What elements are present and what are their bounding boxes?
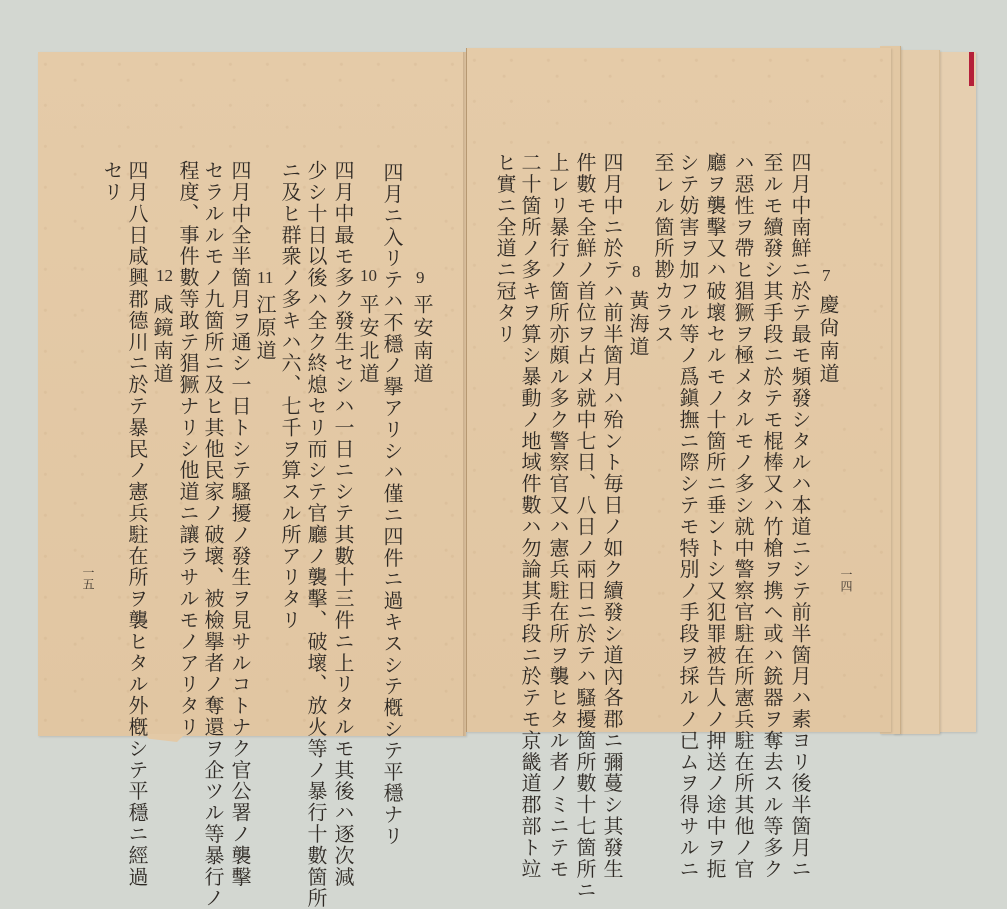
text-line: ニ及ヒ群衆ノ多キハ六、七千ヲ算スル所アリタリ [278, 160, 302, 631]
text-line: 四月中全半箇月ヲ通シ一日トシテ騷擾ノ發生ヲ見サルコトナク官公署ノ襲擊 [228, 160, 252, 888]
section-title: 慶尙南道 [816, 294, 840, 386]
text-line: 至レル箇所尠カラス [651, 152, 675, 345]
text-line: 少シ十日以後ハ全ク終熄セリ而シテ官廳ノ襲擊、破壞、放火等ノ暴行十數箇所 [304, 160, 328, 909]
section-title: 黃海道 [626, 290, 650, 359]
text-line: ハ惡性ヲ帶ヒ猖獗ヲ極メタルモノ多シ就中警察官駐在所憲兵駐在所其他ノ官 [731, 152, 755, 880]
text-line: 二十箇所ノ多キヲ算シ暴動ノ地域件數ハ勿論其手段ニ於テモ京畿道郡部ト竝 [518, 152, 542, 880]
section-title: 咸鏡南道 [150, 294, 174, 386]
page-number: 一四 [839, 568, 853, 592]
text-line: 四月中ニ於テハ前半箇月ハ殆ント毎日ノ如ク續發シ道內各郡ニ彌蔓シ其發生 [600, 152, 624, 880]
text-line: 至ルモ續發シ其手段ニ於テモ棍棒又ハ竹槍ヲ携ヘ或ハ銃器ヲ奪去スル等多ク [760, 152, 784, 880]
text-line: シテ妨害ヲ加フル等ノ爲鎭撫ニ際シテモ特別ノ手段ヲ採ルノ已ムヲ得サルニ [676, 152, 700, 880]
book-gutter [463, 52, 467, 736]
section-number: 11 [257, 268, 274, 287]
section-title: 平安南道 [410, 294, 434, 386]
text-line: セラルルモノ九箇所ニ及ヒ其他民家ノ破壞、被檢擧者ノ奪還ヲ企ツル等暴行ノ [201, 160, 225, 909]
page-number: 一五 [81, 566, 95, 590]
text-line: セリ [100, 160, 124, 203]
text-line: 四月中南鮮ニ於テ最モ頻發シタルハ本道ニシテ前半箇月ハ素ヨリ後半箇月ニ [788, 152, 812, 880]
text-line: 程度、事件數等敢テ猖獗ナリシ他道ニ讓ラサルモノアリタリ [176, 160, 200, 738]
text-line: 廳ヲ襲擊又ハ破壞セルモノ十箇所ニ垂ントシ又犯罪被告人ノ押送ノ途中ヲ扼 [703, 152, 727, 880]
text-line: 上レリ暴行ノ箇所亦頗ル多ク警察官又ハ憲兵駐在所ヲ襲ヒタル者ノミニテモ [546, 152, 570, 880]
text-line: ヒ實ニ全道ニ冠タリ [493, 152, 517, 345]
text-line: 件數モ全鮮ノ首位ヲ占メ就中七日、八日ノ兩日ニ於テハ騷擾箇所數十七箇所ニ [573, 152, 597, 901]
section-number: 7 [822, 266, 831, 285]
section-number: 12 [156, 266, 173, 285]
red-binding-tab [969, 52, 974, 86]
section-title: 江原道 [253, 294, 277, 363]
section-number: 8 [632, 262, 641, 281]
section-number: 10 [360, 266, 377, 285]
section-title: 平安北道 [356, 294, 380, 386]
text-line: 四月ニ入リテハ不穩ノ擧アリシハ僅ニ四件ニ過キスシテ槪シテ平穩ナリ [380, 162, 404, 847]
text-line: 四月中最モ多ク發生セシハ一日ニシテ其數十三件ニ上リタルモ其後ハ逐次減 [331, 160, 355, 888]
section-number: 9 [416, 268, 425, 287]
text-line: 四月八日咸興郡德川ニ於テ暴民ノ憲兵駐在所ヲ襲ヒタル外槪シテ平穩ニ經過 [125, 160, 149, 888]
